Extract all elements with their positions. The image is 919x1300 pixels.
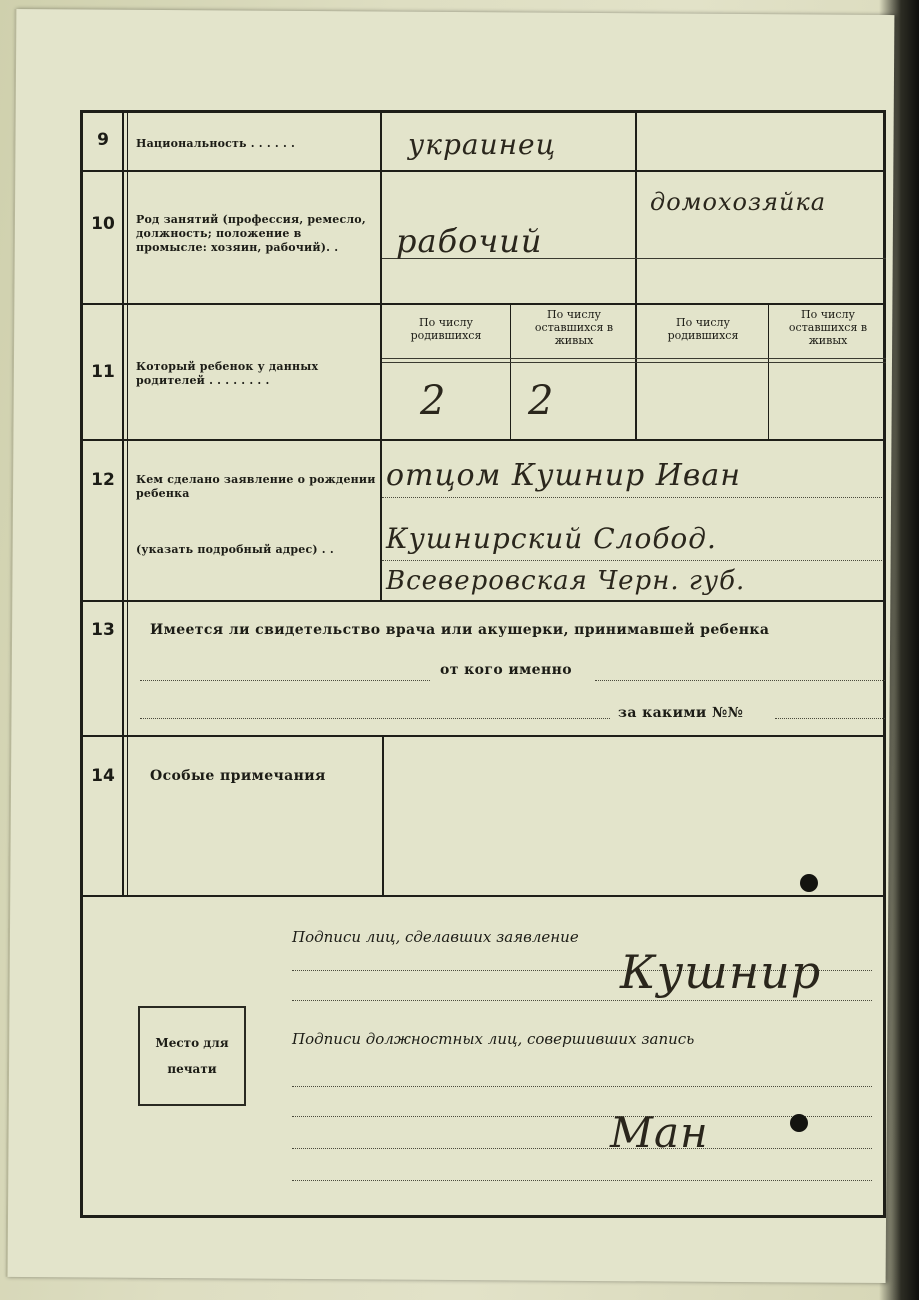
number-column-divider xyxy=(122,110,124,895)
applicant-signatures-label: Подписи лиц, сделавших заявление xyxy=(292,928,579,946)
nationality-value: украинец xyxy=(408,128,557,161)
number-column-divider xyxy=(127,110,128,895)
official-signatures-label: Подписи должностных лиц, совершивших запись xyxy=(292,1030,695,1048)
subcolumn-divider xyxy=(510,303,511,439)
row-separator xyxy=(80,170,886,172)
applicant-label: Кем сделано заявление о рождении ребенка xyxy=(136,473,376,500)
dotted-line xyxy=(382,560,882,561)
label-column-divider xyxy=(380,110,382,600)
column-header: По числу родившихся xyxy=(410,316,482,342)
occupation-label: Род занятий (профессия, ремесло, должность; положение в промысле: хозяин, рабочий). . xyxy=(136,213,366,254)
row-separator xyxy=(80,735,886,737)
row-number: 11 xyxy=(91,362,115,382)
from-whom-label: от кого именно xyxy=(440,662,573,678)
row-number: 13 xyxy=(91,620,115,640)
row-number: 12 xyxy=(91,470,115,490)
dotted-line xyxy=(775,718,885,719)
dotted-line xyxy=(140,718,610,719)
parent-column-divider xyxy=(635,110,637,439)
signature-line xyxy=(292,1116,872,1117)
dotted-line xyxy=(595,680,885,681)
row-separator xyxy=(80,600,886,602)
row-separator xyxy=(80,439,886,441)
subcolumn-divider xyxy=(768,303,769,439)
occupation-value-mother: домохозяйка xyxy=(650,188,827,216)
address-label: (указать подробный адрес) . . xyxy=(136,543,334,556)
occupation-value-father: рабочий xyxy=(396,222,543,260)
value-underline xyxy=(382,362,886,363)
signature-line xyxy=(292,1180,872,1181)
row-number: 14 xyxy=(91,766,115,786)
certificate-question: Имеется ли свидетельство врача или акушерки, принимавшей ребенка xyxy=(150,622,770,638)
value-underline xyxy=(382,358,886,359)
certificate-numbers-label: за какими №№ xyxy=(618,705,744,721)
address-value-line: Всеверовская Черн. губ. xyxy=(386,566,746,596)
column-header: По числу родившихся xyxy=(667,316,739,342)
row-number: 9 xyxy=(97,130,109,150)
dotted-line xyxy=(140,680,430,681)
children-born-value: 2 xyxy=(420,378,447,424)
column-header: По числу оставшихся в живых xyxy=(534,308,614,347)
stamp-label-line: печати xyxy=(167,1062,217,1076)
nationality-label: Национальность . . . . . . xyxy=(136,137,296,150)
row-separator xyxy=(80,303,886,305)
dotted-line xyxy=(382,497,882,498)
special-notes-label: Особые примечания xyxy=(150,768,326,784)
applicant-signature: Кушнир xyxy=(620,945,822,999)
signature-line xyxy=(292,1000,872,1001)
signature-line xyxy=(292,1148,872,1149)
row-number: 10 xyxy=(91,214,115,234)
label-column-divider xyxy=(382,735,384,895)
address-value-line: Кушнирский Слобод. xyxy=(386,522,717,555)
stamp-label-line: Место для xyxy=(155,1036,229,1050)
row-separator xyxy=(80,895,886,897)
signature-line xyxy=(292,1086,872,1087)
child-order-label: Который ребенок у данных родителей . . . . . . . . xyxy=(136,360,319,387)
official-signature: Ман xyxy=(610,1108,709,1157)
applicant-value-line: отцом Кушнир Иван xyxy=(386,458,742,493)
punch-hole xyxy=(790,1114,808,1132)
stamp-placeholder xyxy=(138,1006,246,1106)
punch-hole xyxy=(800,874,818,892)
column-header: По числу оставшихся в живых xyxy=(788,308,868,347)
children-living-value: 2 xyxy=(528,378,555,424)
